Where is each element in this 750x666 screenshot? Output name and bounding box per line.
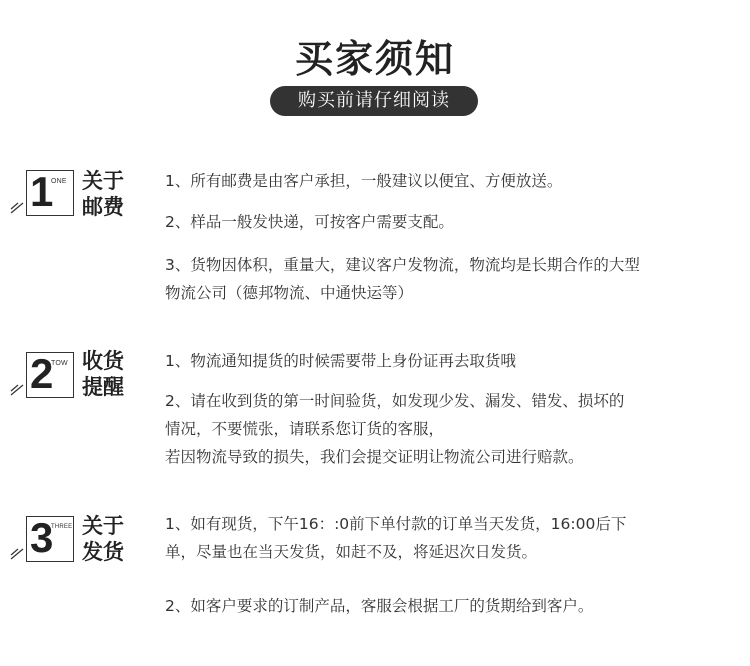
slash-decoration-icon <box>10 384 24 396</box>
number-box-3 <box>26 516 74 562</box>
section-number: 1 <box>30 168 54 215</box>
section-heading-line2: 提醒 <box>82 375 124 399</box>
section-items <box>165 347 740 471</box>
section-heading-line1: 收货 <box>82 349 124 373</box>
number-box-2 <box>26 352 74 398</box>
section-heading-line2: 发货 <box>82 540 124 564</box>
section-heading <box>82 513 142 565</box>
subtitle-pill: 购买前请仔细阅读 <box>270 86 478 116</box>
section-number: 2 <box>30 350 54 397</box>
section-number-word: THREE <box>51 524 73 530</box>
slash-decoration-icon <box>10 548 24 560</box>
section-number-word: TOW <box>51 360 68 367</box>
section-items <box>165 167 740 307</box>
list-item: 2、请在收到货的第一时间验货，如发现少发、漏发、错发、损坏的 情况，不要慌张，请联系您订货的客服， 若因物流导致的损失，我们会提交证明让物流公司进行赔款。 <box>165 392 625 466</box>
list-item: 2、如客户要求的订制产品，客服会根据工厂的货期给到客户。 <box>165 597 594 615</box>
section-number-word: ONE <box>51 178 67 185</box>
section-heading-line1: 关于 <box>82 169 124 193</box>
list-item: 1、如有现货，下午16：:0前下单付款的订单当天发货，16:00后下 单，尽量也在当天发货，如赶不及，将延迟次日发货。 <box>165 515 627 561</box>
section-heading <box>82 348 142 400</box>
list-item: 1、物流通知提货的时候需要带上身份证再去取货哦 <box>165 352 516 370</box>
list-item: 2、样品一般发快递，可按客户需要支配。 <box>165 213 454 231</box>
section-heading <box>82 168 142 220</box>
number-box-1 <box>26 170 74 216</box>
slash-decoration-icon <box>10 202 24 214</box>
page-title: 买家须知 <box>294 37 455 81</box>
list-item: 3、货物因体积，重量大，建议客户发物流，物流均是长期合作的大型 物流公司（德邦物流、中通快运等） <box>165 256 640 302</box>
section-number: 3 <box>30 514 54 561</box>
section-items <box>165 510 740 620</box>
section-heading-line1: 关于 <box>82 514 124 538</box>
section-heading-line2: 邮费 <box>82 195 124 219</box>
list-item: 1、所有邮费是由客户承担，一般建议以便宜、方便放送。 <box>165 172 563 190</box>
